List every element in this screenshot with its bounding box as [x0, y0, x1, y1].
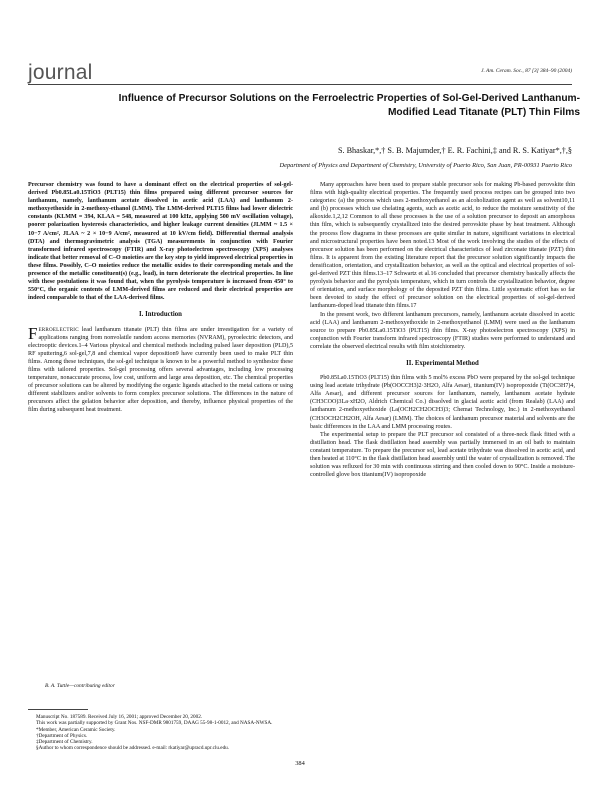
- footnote: Manuscript No. 187589. Received July 16, 2001; approved December 20, 2002.: [36, 714, 203, 720]
- section-heading-experimental: II. Experimental Method: [406, 359, 479, 367]
- footnotes: [28, 714, 293, 752]
- left-column: [28, 181, 293, 415]
- paragraph-film-preparation: Pb0.85La0.15TiO3 (PLT15) thin films with 5 mol% excess PbO were prepared by the sol-gel technique using lead acetate trihydrate (Pb(OOCCH3)2·3H2O, Alfa Aesar), titanium(IV) isopropoxide (Ti(OC3H7)4, Alfa Aesar), and different precursor sources for lanthanum, namely, lanthanum acetate hydrate (CH3COO)3La·xH2O, Aldrich Chemical Co.) dissolved in glacial acetic acid (from Realab) (LAA) and lanthanum 2-methoxyethoxide (La(OCH2CH2OCH3)3; Chemat Technology, Inc.) in 2-methoxyethanol (CH3OCH2CH2OH, Alfa Aesar) (LMM). The choices of lanthanum precursor material and solvents are the basic differences in the LAA and LMM processing routes.: [310, 375, 575, 430]
- citation: J. Am. Ceram. Soc., 87 [3] 384–90 (2004): [481, 68, 572, 74]
- section-heading-intro: I. Introduction: [139, 311, 182, 319]
- intro-text: lead lanthanum titanate (PLT) thin films are under investigation for a variety of applications ranging from nonvolatile random access memories (NVRAM), pyroelectric detectors, and electrooptic devices.1–4 Various physical and chemical methods including pulsed laser deposition (PLD),5 RF sputtering,6 sol-gel,7,8 and chemical vapor deposition9 have currently been used to make PLT thin films. Among these techniques, the sol-gel technique is known to be a powerful method to synthesize these films with tailored properties. Sol-gel processing offers several advantages, including low processing temperature, nonaccurate process, low cost, uniform and large area deposition, etc. The chemical properties of precursor solutions can be altered by modifying the organic ligands attached to the metal cations or using different stabilizers and/or solvents to form complex precursor solutions. The differences in the nature of precursors affect the gelation behavior after deposition, and thereby, influence physical properties of the film during subsequent heat treatment.: [28, 326, 293, 414]
- intro-paragraph: [28, 323, 293, 415]
- author-list: S. Bhaskar,*,† S. B. Majumder,† E. R. Fachini,‡ and R. S. Katiyar*,†,§: [337, 146, 572, 155]
- header-rule: [28, 84, 572, 85]
- footnote: †Department of Physics.: [36, 732, 88, 739]
- right-column: [310, 181, 575, 479]
- paragraph-precursor-approaches: Many approaches have been used to prepare stable precursor sols for making Pb-based perovskite thin films with high-quality electrical properties. The frequently used process recipes can be grouped into two categories: (a) the process which uses 2-methoxyethanol as an alcoholization agent as well as solvent10,11 and (b) processes which use chelating agents, such as acetic acid, to reduce the moisture sensitivity of the alkoxide.1,2,12 Common to all these processes is the use of a solution precursor to deposit an amorphous thin film, which is subsequently crystallized into the desired perovskite phase by heat treatment. Although the process flow diagrams in these processes are quite similar in nature, significant variations in electrical and microstructural properties have been noted.13 Most of the work involving the studies of the effects of precursor solution has been performed on the electrical characteristics of lead zirconate titanate (PZT) thin films. It is apparent from the existing literature report that the precursor solution significantly impacts the densification, orientation, and crystallization behavior, as well as the optical and electrical properties of sol-gel-derived PZT thin films.13–17 Schwartz et al.16 concluded that precursor chemistry basically affects the pyrolysis behavior and the pyrolysis temperature, which in turn controls the crystallization behavior, degree of orientation, and surface morphology of the deposited PZT thin films. Little systematic effort has so far been devoted to study the effect of precursor solution on the electrical properties of sol-gel-derived lanthanum-doped lead titanate thin films.17: [310, 182, 575, 310]
- contributing-editor: B. A. Tuttle—contributing editor: [45, 683, 115, 689]
- intro-smallcaps: ERROELECTRIC: [38, 326, 79, 333]
- footnote: *Member, American Ceramic Society.: [36, 726, 116, 733]
- footnote: §Author to whom correspondence should be addressed. e-mail: rkatiyar@upracd.upr.clu.edu.: [36, 745, 230, 752]
- paragraph-present-work: In the present work, two different lanthanum precursors, namely, lanthanum acetate dissolved in acetic acid (LAA) and lanthanum 2-methoxyethoxide in 2-methoxyethanol (LMM) were used as the lanthanum source to prepare Pb0.85La0.15TiO3 (PLT15) thin films. X-ray photoelectron spectroscopy (XPS) in conjunction with Fourier transform infrared spectroscopy (FTIR) studies were performed to understand and correlate the observed electrical results with film stoichiometry.: [310, 311, 575, 350]
- abstract: Precursor chemistry was found to have a dominant effect on the electrical properties of sol-gel-derived Pb0.85La0.15TiO3 (PLT15) thin films prepared using different precursor sources for lanthanum, namely, lanthanum acetate dissolved in acetic acid (LAA) and lanthanum 2-methoxyethoxide in 2-methoxy-ethanol (LMM). The LMM-derived PLT15 films had lower dielectric constants (KLMM = 394, KLAA = 548, measured at 100 kHz, applying 500 mV oscillation voltage), poorer polarization hysteresis characteristics, and higher leakage current densities (JLMM ~ 1.5 × 10−7 A/cm², JLAA ~ 2 × 10−9 A/cm², measured at 10 kV/cm field). Differential thermal analysis (DTA) and thermogravimetric analysis (TGA) measurements in conjunction with Fourier transformed infrared spectroscopy (FTIR) and X-ray photoelectron spectroscopy (XPS) analyses indicate that better removal of C–O moieties are the key step to yield improved electrical properties in these films. Possibly, C–O moieties reduce the metallic oxides to their corresponding metals and the presence of the metallic constituent(s) (e.g., lead), in turn deteriorate the electrical properties. In line with these postulations it was found that, when the pyrolysis temperature is increased from 450° to 550°C, the organic contents of LMM-derived films are reduced and their electrical properties are indeed comparable to that of the LAA-derived films.: [28, 182, 293, 302]
- paragraph-experimental-setup: The experimental setup to prepare the PLT precursor sol consisted of a three-neck flask fitted with a distillation head. The flask distillation head assembly was partially immersed in an oil bath to maintain constant temperature. To prepare the precursor sol, lead acetate trihydrate was dissolved in acetic acid, and then heated at 110°C in the flask distillation head assembly until the water of crystallization is removed. The solution was refluxed for 30 min with continuous stirring and then cooled down to 90°C. Inside a moisture-controlled glove box titanium(IV) isopropoxide: [310, 431, 575, 479]
- footnote: This work was partially supported by Grant Nos. NSF-DMR 9801759, DAAG 55-98-1-0012, and NASA-NWSA.: [36, 720, 273, 727]
- drop-cap: F: [28, 323, 38, 343]
- journal-label: journal: [28, 61, 93, 84]
- affiliation: Department of Physics and Department of Chemistry, University of Puerto Rico, San Juan, PR-00931 Puerto Rico: [279, 162, 572, 169]
- page-number: 384: [295, 760, 305, 767]
- footnote-rule: [28, 709, 88, 710]
- footnote: ‡Department of Chemistry.: [36, 739, 93, 746]
- paper-title: Influence of Precursor Solutions on the Ferroelectric Properties of Sol-Gel-Derived Lanthanum-Modified Lead Titanate (PLT) Thin Films: [118, 93, 580, 118]
